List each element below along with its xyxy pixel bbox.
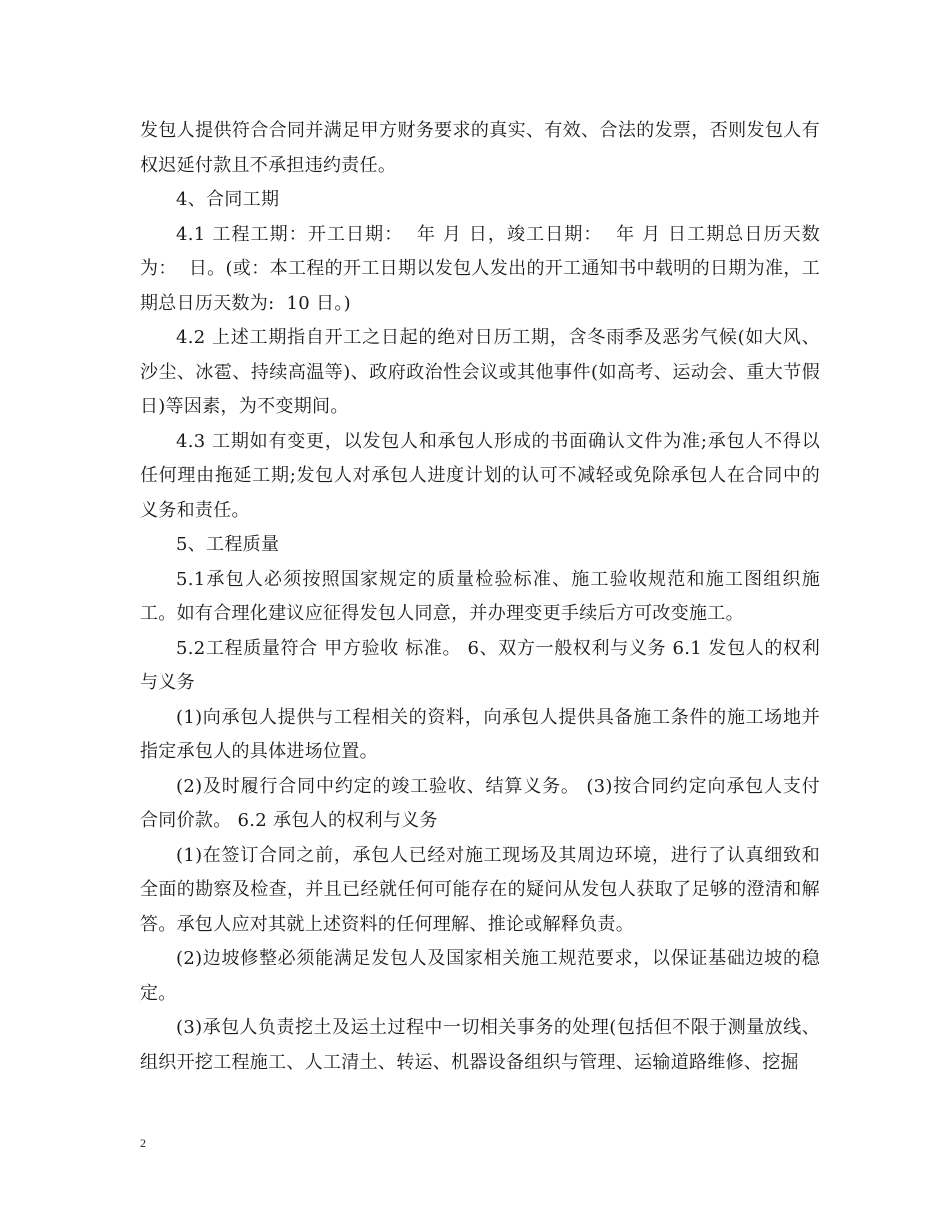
paragraph-6-1-items-2-3: (2)及时履行合同中约定的竣工验收、结算义务。 (3)按合同约定向承包人支付合同价款。 6.2 承包人的权利与义务 [140,775,820,831]
paragraph-5-1-quality-standards: 5.1承包人必须按照国家规定的质量检验标准、施工验收规范和施工图组织施工。如有合理化建议应征得发包人同意，并办理变更手续后方可改变施工。 [140,568,820,624]
paragraph-6-2-item-1: (1)在签订合同之前，承包人已经对施工现场及其周边环境，进行了认真细致和全面的勘察及检查，并且已经就任何可能存在的疑问从发包人获取了足够的澄清和解答。承包人应对其就上述资料的任何理解、推论或解释负责。 [140,844,820,935]
paragraph-4-2-absolute-calendar-period: 4.2 上述工期指自开工之日起的绝对日历工期，含冬雨季及恶劣气候(如大风、沙尘、冰雹、持续高温等)、政府政治性会议或其他事件(如高考、运动会、重大节假日)等因素，为不变期间。 [140,327,820,417]
paragraph-4-3-period-changes: 4.3 工期如有变更，以发包人和承包人形成的书面确认文件为准;承包人不得以任何理由拖延工期;发包人对承包人进度计划的认可不减轻或免除承包人在合同中的义务和责任。 [140,430,820,521]
heading-contract-period: 4、合同工期 [176,189,280,210]
paragraph-invoice-terms: 发包人提供符合合同并满足甲方财务要求的真实、有效、合法的发票，否则发包人有权迟延付款且不承担违约责任。 [140,120,820,176]
paragraph-5-2-and-6-1-rights: 5.2工程质量符合 甲方验收 标准。 6、双方一般权利与义务 6.1 发包人的权利与义务 [140,637,820,693]
heading-project-quality: 5、工程质量 [176,534,280,555]
paragraph-6-2-item-2: (2)边坡修整必须能满足发包人及国家相关施工规范要求，以保证基础边坡的稳定。 [140,948,820,1004]
page-number: 2 [140,1136,146,1150]
paragraph-6-1-item-1: (1)向承包人提供与工程相关的资料，向承包人提供具备施工条件的施工场地并指定承包人的具体进场位置。 [140,706,820,762]
document-body [140,114,820,1080]
paragraph-4-1-construction-period: 4.1 工程工期：开工日期： 年 月 日，竣工日期： 年 月 日工期总日历天数为： 日。(或：本工程的开工日期以发包人发出的开工通知书中载明的日期为准，工期总日历天数为: 10 日。) [140,223,820,314]
paragraph-6-2-item-3: (3)承包人负责挖土及运土过程中一切相关事务的处理(包括但不限于测量放线、组织开挖工程施工、人工清土、转运、机器设备组织与管理、运输道路维修、挖掘 [140,1017,820,1073]
